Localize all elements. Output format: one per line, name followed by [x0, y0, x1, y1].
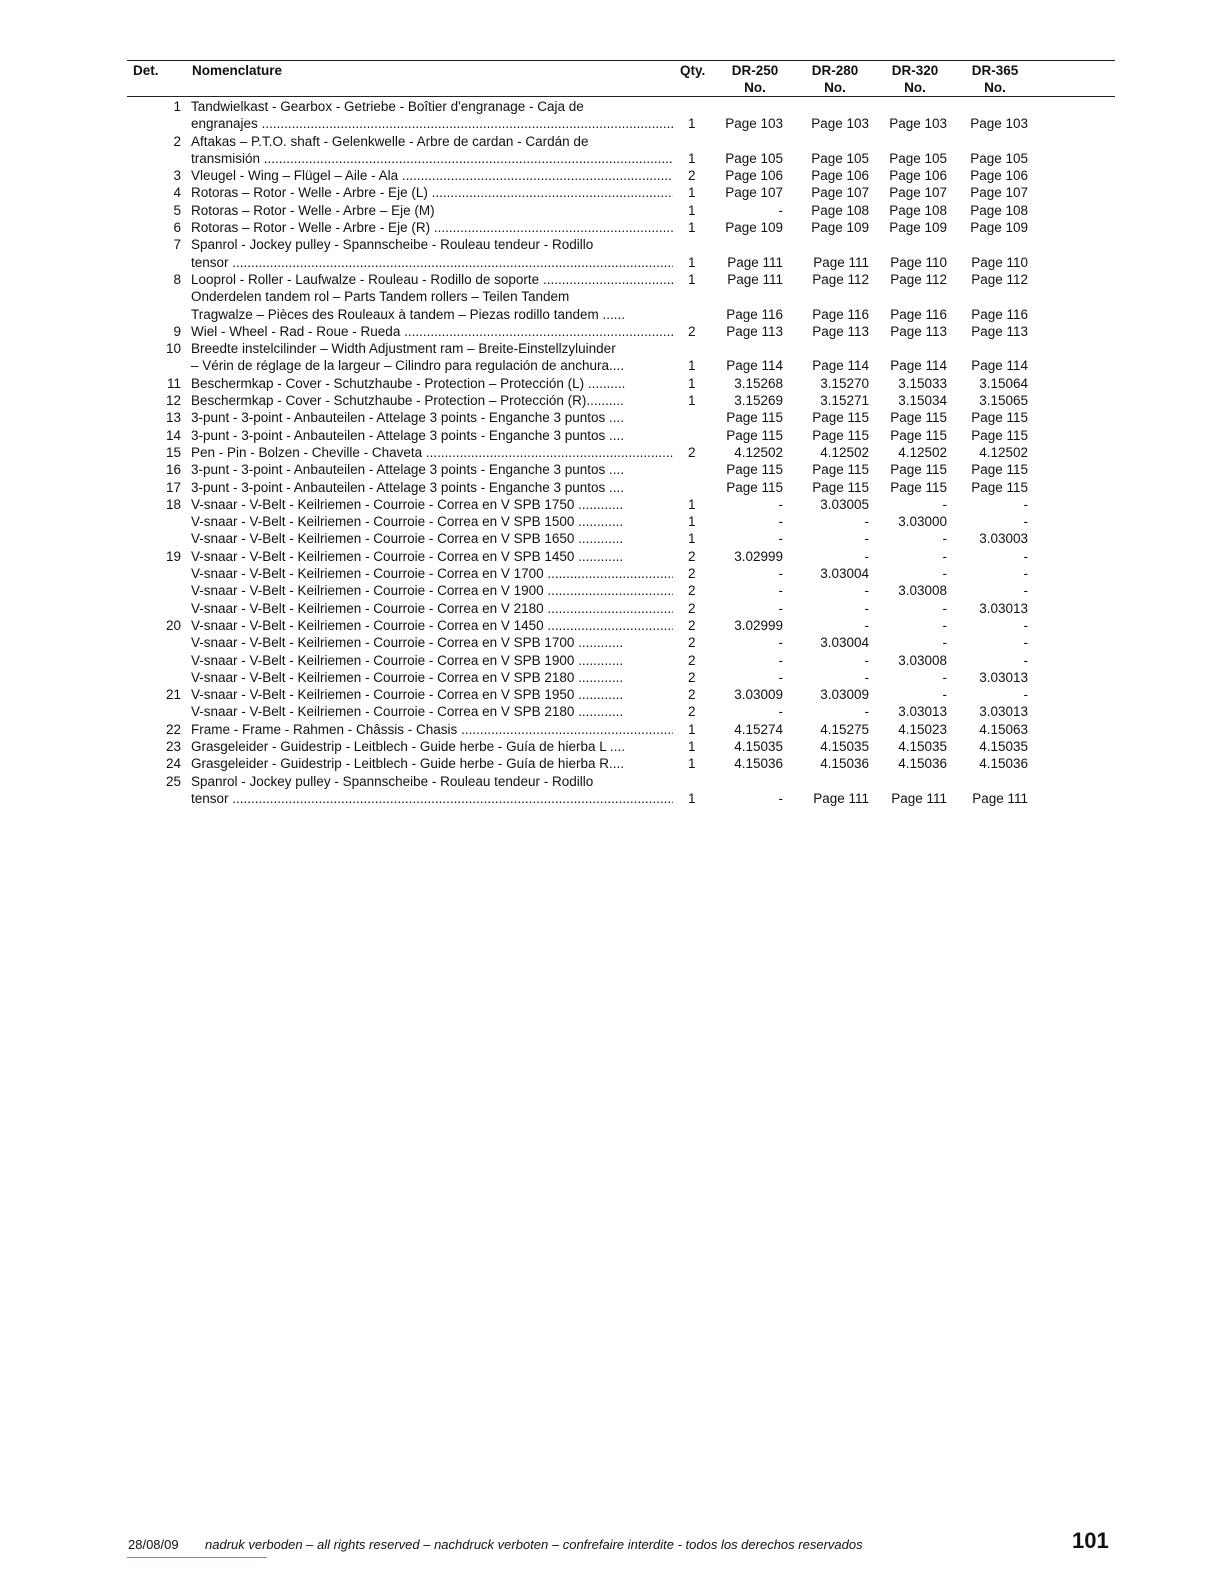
table-row	[127, 461, 1115, 478]
dr365-value: Page 110	[971, 254, 1028, 270]
dr250-value: -	[778, 514, 783, 530]
header-model-dr365	[963, 62, 1027, 96]
dr250-value: Page 109	[725, 220, 783, 236]
dr320-value: Page 114	[890, 358, 947, 374]
part-description: V-snaar - V-Belt - Keilriemen - Courroie - Correa en V SPB 1950 ............	[191, 687, 624, 703]
dr320-value: Page 115	[890, 479, 947, 495]
part-description: Wiel - Wheel - Rad - Roue - Rueda .....	[191, 323, 673, 340]
dr320-value: Page 108	[889, 202, 947, 218]
dr365-value: Page 112	[971, 271, 1028, 287]
detail-number: 8	[173, 271, 181, 287]
part-description: V-snaar - V-Belt - Keilriemen - Courroie - Correa en V 1900 .....	[191, 582, 673, 599]
dr320-value: -	[942, 687, 947, 703]
dr365-value: -	[1023, 514, 1028, 530]
dr280-value: Page 111	[813, 790, 869, 806]
table-row	[127, 773, 1115, 790]
quantity: 2	[688, 600, 696, 616]
part-description: Spanrol - Jockey pulley - Spannscheibe - Rouleau tendeur - Rodillo	[191, 773, 594, 789]
part-description: V-snaar - V-Belt - Keilriemen - Courroie - Correa en V SPB 2180 ............	[191, 704, 624, 720]
part-description: Vleugel - Wing – Flügel – Aile - Ala .....	[191, 167, 673, 184]
quantity: 2	[688, 566, 696, 582]
dr365-value: Page 111	[972, 790, 1028, 806]
part-description: Rotoras – Rotor - Welle - Arbre - Eje (R) .....	[191, 219, 673, 236]
quantity: 2	[688, 687, 696, 703]
dr365-value: Page 115	[971, 427, 1028, 443]
part-description: Tragwalze – Pièces des Rouleaux à tandem – Piezas rodillo tandem ......	[191, 306, 625, 322]
dr250-value: 3.15269	[734, 393, 783, 409]
header-model-name: DR-250	[731, 63, 779, 78]
dr250-value: 4.15036	[734, 756, 783, 772]
part-description: 3-punt - 3-point - Anbauteilen - Attelage 3 points - Enganche 3 puntos ....	[191, 427, 625, 443]
table-row	[127, 530, 1115, 547]
part-description: Onderdelen tandem rol – Parts Tandem rollers – Teilen Tandem	[191, 289, 570, 305]
quantity: 2	[688, 548, 696, 564]
table-row	[127, 755, 1115, 772]
dr250-value: Page 113	[726, 323, 783, 339]
quantity: 2	[688, 323, 696, 339]
table-row	[127, 703, 1115, 720]
detail-number: 10	[165, 341, 181, 357]
dr365-value: 3.15065	[979, 393, 1028, 409]
detail-number: 13	[165, 410, 181, 426]
detail-number: 9	[173, 323, 181, 339]
table-row	[127, 323, 1115, 340]
part-description: Rotoras – Rotor - Welle - Arbre – Eje (M)	[191, 202, 435, 218]
dr320-value: Page 115	[890, 427, 947, 443]
table-row	[127, 548, 1115, 565]
dr250-value: 3.02999	[734, 617, 783, 633]
quantity: 1	[688, 220, 696, 236]
part-description: engranajes .....	[191, 115, 673, 132]
quantity: 2	[688, 652, 696, 668]
dr280-value: -	[864, 652, 869, 668]
dr320-value: 3.15033	[898, 375, 947, 391]
header-model-dr320	[883, 62, 947, 96]
detail-number: 20	[165, 617, 181, 633]
part-description: Spanrol - Jockey pulley - Spannscheibe - Rouleau tendeur - Rodillo	[191, 237, 594, 253]
part-description: Aftakas – P.T.O. shaft - Gelenkwelle - Arbre de cardan - Cardán de	[191, 133, 589, 149]
table-row	[127, 513, 1115, 530]
detail-number: 16	[165, 462, 181, 478]
dr280-value: -	[864, 669, 869, 685]
part-description: Tandwielkast - Gearbox - Getriebe - Boîtier d'engranage - Caja de	[191, 99, 584, 114]
table-row	[127, 721, 1115, 738]
dr250-value: Page 107	[725, 185, 783, 201]
table-row	[127, 686, 1115, 703]
dr280-value: Page 113	[812, 323, 869, 339]
table-row	[127, 288, 1115, 305]
dr320-value: -	[942, 566, 947, 582]
dr320-value: -	[942, 635, 947, 651]
dr320-value: 4.15035	[898, 738, 947, 754]
dr280-value: Page 111	[813, 254, 869, 270]
part-description: 3-punt - 3-point - Anbauteilen - Attelage 3 points - Enganche 3 puntos ....	[191, 410, 625, 426]
part-description: V-snaar - V-Belt - Keilriemen - Courroie - Correa en V SPB 1900 ............	[191, 652, 624, 668]
dr365-value: Page 108	[970, 202, 1028, 218]
dr365-value: Page 114	[971, 358, 1028, 374]
dr320-value: 3.03000	[898, 514, 947, 530]
part-description: Frame - Frame - Rahmen - Châssis - Chasis .....	[191, 721, 673, 738]
detail-number: 6	[173, 220, 181, 236]
table-row	[127, 479, 1115, 496]
table-row	[127, 133, 1115, 150]
table-row	[127, 738, 1115, 755]
dr365-value: 3.03013	[979, 704, 1028, 720]
part-description: Looprol - Roller - Laufwalze - Rouleau - Rodillo de soporte .....	[191, 271, 673, 288]
header-model-sub: No.	[904, 80, 926, 95]
quantity: 2	[688, 635, 696, 651]
table-row	[127, 652, 1115, 669]
part-description: Beschermkap - Cover - Schutzhaube - Protection – Protección (L) ..........	[191, 375, 626, 391]
dr280-value: 3.15270	[820, 375, 869, 391]
table-row	[127, 357, 1115, 374]
dr250-value: -	[778, 635, 783, 651]
dr250-value: Page 115	[726, 427, 783, 443]
dr280-value: -	[864, 514, 869, 530]
dr280-value: 3.03005	[820, 496, 869, 512]
dr250-value: 3.15268	[734, 375, 783, 391]
quantity: 1	[688, 756, 696, 772]
part-description: V-snaar - V-Belt - Keilriemen - Courroie - Correa en V 2180 .....	[191, 600, 673, 617]
dr250-value: Page 111	[727, 254, 783, 270]
dr365-value: -	[1023, 566, 1028, 582]
dr250-value: 3.03009	[734, 687, 783, 703]
detail-number: 12	[165, 393, 181, 409]
quantity: 2	[688, 617, 696, 633]
dr250-value: Page 115	[726, 410, 783, 426]
table-row	[127, 150, 1115, 167]
part-description: Breedte instelcilinder – Width Adjustment ram – Breite-Einstellzyluinder	[191, 341, 616, 357]
dr250-value: Page 111	[727, 271, 783, 287]
dr320-value: 3.03008	[898, 652, 947, 668]
quantity: 2	[688, 704, 696, 720]
header-model-dr250	[723, 62, 787, 96]
dr365-value: Page 115	[971, 410, 1028, 426]
dr250-value: -	[778, 652, 783, 668]
quantity: 1	[688, 202, 696, 218]
dr365-value: -	[1023, 652, 1028, 668]
detail-number: 17	[165, 479, 181, 495]
dr320-value: 3.03008	[898, 583, 947, 599]
dr280-value: Page 115	[812, 462, 869, 478]
quantity: 1	[688, 271, 696, 287]
dr280-value: Page 112	[812, 271, 869, 287]
dr250-value: Page 106	[725, 168, 783, 184]
header-model-name: DR-320	[891, 63, 939, 78]
part-description: V-snaar - V-Belt - Keilriemen - Courroie - Correa en V SPB 1500 ............	[191, 514, 624, 530]
table-row	[127, 184, 1115, 201]
dr280-value: 4.15035	[820, 738, 869, 754]
detail-number: 19	[165, 548, 181, 564]
dr320-value: -	[942, 496, 947, 512]
part-description: V-snaar - V-Belt - Keilriemen - Courroie - Correa en V 1450 .....	[191, 617, 673, 634]
dr365-value: 3.03013	[979, 669, 1028, 685]
dr320-value: Page 103	[889, 116, 947, 132]
dr320-value: Page 115	[890, 410, 947, 426]
table-row	[127, 582, 1115, 599]
dr250-value: -	[778, 583, 783, 599]
header-rule-bottom	[127, 96, 1115, 97]
table-row	[127, 496, 1115, 513]
dr320-value: Page 106	[889, 168, 947, 184]
dr250-value: -	[778, 496, 783, 512]
dr320-value: Page 105	[889, 150, 947, 166]
dr320-value: Page 115	[890, 462, 947, 478]
quantity: 1	[688, 185, 696, 201]
dr250-value: -	[778, 531, 783, 547]
quantity: 2	[688, 583, 696, 599]
detail-number: 3	[173, 168, 181, 184]
dr365-value: 4.15035	[979, 738, 1028, 754]
dr250-value: -	[778, 202, 783, 218]
detail-number: 23	[165, 738, 181, 754]
detail-number: 24	[165, 756, 181, 772]
dr365-value: Page 116	[971, 306, 1028, 322]
table-row	[127, 669, 1115, 686]
dr320-value: Page 113	[890, 323, 947, 339]
table-row	[127, 219, 1115, 236]
detail-number: 11	[166, 375, 181, 391]
table-row	[127, 202, 1115, 219]
part-description: Pen - Pin - Bolzen - Cheville - Chaveta .....	[191, 444, 673, 461]
dr365-value: 3.03013	[979, 600, 1028, 616]
header-model-name: DR-365	[971, 63, 1019, 78]
table-row	[127, 790, 1115, 807]
detail-number: 18	[165, 496, 181, 512]
dr365-value: 3.03003	[979, 531, 1028, 547]
dr365-value: -	[1023, 635, 1028, 651]
dr280-value: Page 116	[812, 306, 869, 322]
header-rule-top	[127, 60, 1115, 61]
dr365-value: Page 115	[971, 479, 1028, 495]
dr365-value: Page 109	[970, 220, 1028, 236]
dr280-value: 3.15271	[820, 393, 869, 409]
dr250-value: 4.15035	[734, 738, 783, 754]
dr250-value: 4.12502	[734, 444, 783, 460]
detail-number: 7	[173, 237, 181, 253]
dr250-value: Page 115	[726, 479, 783, 495]
dr280-value: -	[864, 704, 869, 720]
part-description: tensor .....	[191, 790, 673, 807]
quantity: 1	[688, 375, 696, 391]
dr280-value: -	[864, 583, 869, 599]
detail-number: 15	[165, 444, 181, 460]
dr365-value: -	[1023, 548, 1028, 564]
dr320-value: Page 112	[890, 271, 947, 287]
dr365-value: Page 113	[971, 323, 1028, 339]
table-row	[127, 617, 1115, 634]
dr250-value: 3.02999	[734, 548, 783, 564]
table-row	[127, 115, 1115, 132]
header-model-sub: No.	[824, 80, 846, 95]
dr280-value: -	[864, 531, 869, 547]
dr250-value: Page 116	[726, 306, 783, 322]
quantity: 2	[688, 444, 696, 460]
dr280-value: 4.15275	[820, 721, 869, 737]
dr280-value: -	[864, 617, 869, 633]
detail-number: 21	[165, 687, 181, 703]
dr320-value: 4.15036	[898, 756, 947, 772]
dr280-value: Page 115	[812, 479, 869, 495]
dr280-value: -	[864, 600, 869, 616]
dr365-value: Page 103	[970, 116, 1028, 132]
quantity: 1	[688, 393, 696, 409]
dr320-value: -	[942, 600, 947, 616]
part-description: V-snaar - V-Belt - Keilriemen - Courroie - Correa en V SPB 1750 ............	[191, 496, 624, 512]
dr365-value: Page 115	[971, 462, 1028, 478]
dr320-value: -	[942, 531, 947, 547]
dr280-value: Page 108	[811, 202, 869, 218]
table-row	[127, 375, 1115, 392]
dr280-value: 3.03009	[820, 687, 869, 703]
quantity: 1	[688, 358, 696, 374]
part-description: V-snaar - V-Belt - Keilriemen - Courroie - Correa en V SPB 2180 ............	[191, 669, 624, 685]
detail-number: 4	[173, 185, 181, 201]
dr365-value: -	[1023, 687, 1028, 703]
part-description: Grasgeleider - Guidestrip - Leitblech - Guide herbe - Guía de hierba L ....	[191, 738, 625, 754]
table-row	[127, 236, 1115, 253]
part-description: V-snaar - V-Belt - Keilriemen - Courroie - Correa en V 1700 .....	[191, 565, 673, 582]
dr280-value: Page 109	[811, 220, 869, 236]
detail-number: 1	[173, 99, 181, 114]
dr320-value: 4.15023	[898, 721, 947, 737]
dr280-value: Page 107	[811, 185, 869, 201]
dr320-value: Page 116	[890, 306, 947, 322]
dr250-value: -	[778, 790, 783, 806]
dr365-value: -	[1023, 617, 1028, 633]
quantity: 2	[688, 168, 696, 184]
dr250-value: -	[778, 669, 783, 685]
dr365-value: 4.15036	[979, 756, 1028, 772]
table-row	[127, 565, 1115, 582]
header-model-sub: No.	[744, 80, 766, 95]
dr280-value: 3.03004	[820, 635, 869, 651]
dr320-value: Page 111	[891, 790, 947, 806]
dr365-value: Page 107	[970, 185, 1028, 201]
part-description: 3-punt - 3-point - Anbauteilen - Attelage 3 points - Enganche 3 puntos ....	[191, 462, 625, 478]
dr320-value: Page 109	[889, 220, 947, 236]
dr365-value: Page 106	[970, 168, 1028, 184]
part-description: V-snaar - V-Belt - Keilriemen - Courroie - Correa en V SPB 1650 ............	[191, 531, 624, 547]
part-description: V-snaar - V-Belt - Keilriemen - Courroie - Correa en V SPB 1700 ............	[191, 635, 624, 651]
part-description: V-snaar - V-Belt - Keilriemen - Courroie - Correa en V SPB 1450 ............	[191, 548, 624, 564]
part-description: Rotoras – Rotor - Welle - Arbre - Eje (L) .....	[191, 184, 673, 201]
table-row	[127, 634, 1115, 651]
dr365-value: 4.15063	[979, 721, 1028, 737]
dr280-value: Page 115	[812, 427, 869, 443]
table-row	[127, 254, 1115, 271]
table-row	[127, 600, 1115, 617]
dr280-value: Page 115	[812, 410, 869, 426]
dr280-value: 4.12502	[820, 444, 869, 460]
detail-number: 25	[165, 773, 181, 789]
dr280-value: Page 114	[812, 358, 869, 374]
part-description: Beschermkap - Cover - Schutzhaube - Protection – Protección (R)..........	[191, 393, 624, 409]
quantity: 1	[688, 531, 696, 547]
dr250-value: Page 103	[725, 116, 783, 132]
table-row	[127, 306, 1115, 323]
dr320-value: Page 107	[889, 185, 947, 201]
dr280-value: 4.15036	[820, 756, 869, 772]
detail-number: 5	[173, 202, 181, 218]
part-description: Grasgeleider - Guidestrip - Leitblech - Guide herbe - Guía de hierba R....	[191, 756, 624, 772]
dr365-value: Page 105	[970, 150, 1028, 166]
footer-copyright-notice: nadruk verboden – all rights reserved – nachdruck verboten – confrefaire interdite - todos los derechos reservados	[205, 1537, 863, 1552]
header-nomenclature: Nomenclature	[192, 63, 283, 78]
dr280-value: Page 105	[811, 150, 869, 166]
quantity: 1	[688, 721, 696, 737]
table-row	[127, 271, 1115, 288]
dr320-value: -	[942, 617, 947, 633]
part-description: transmisión .....	[191, 150, 673, 167]
table-row	[127, 427, 1115, 444]
quantity: 1	[688, 116, 696, 132]
table-row	[127, 409, 1115, 426]
dr320-value: -	[942, 669, 947, 685]
table-row	[127, 167, 1115, 184]
header-model-name: DR-280	[811, 63, 859, 78]
part-description: 3-punt - 3-point - Anbauteilen - Attelage 3 points - Enganche 3 puntos ....	[191, 479, 625, 495]
quantity: 1	[688, 496, 696, 512]
dr365-value: 4.12502	[979, 444, 1028, 460]
header-qty: Qty.	[680, 63, 706, 78]
dr280-value: Page 106	[811, 168, 869, 184]
detail-number: 2	[173, 133, 181, 149]
dr320-value: 4.12502	[898, 444, 947, 460]
dr320-value: Page 110	[890, 254, 947, 270]
detail-number: 14	[165, 427, 181, 443]
quantity: 1	[688, 514, 696, 530]
quantity: 1	[688, 254, 696, 270]
page-number: 101	[1072, 1528, 1109, 1553]
dr280-value: -	[864, 548, 869, 564]
part-description: tensor .....	[191, 254, 673, 271]
parts-rows	[127, 98, 1115, 807]
table-row	[127, 340, 1115, 357]
dr320-value: 3.15034	[898, 393, 947, 409]
dr250-value: Page 115	[726, 462, 783, 478]
footer-date: 28/08/09	[128, 1537, 179, 1552]
dr365-value: -	[1023, 583, 1028, 599]
header-model-dr280	[803, 62, 867, 96]
quantity: 1	[688, 150, 696, 166]
table-row	[127, 392, 1115, 409]
dr250-value: -	[778, 600, 783, 616]
dr320-value: 3.03013	[898, 704, 947, 720]
dr280-value: Page 103	[811, 116, 869, 132]
dr250-value: Page 114	[726, 358, 783, 374]
footer-rule	[127, 1557, 267, 1558]
table-row	[127, 98, 1115, 115]
quantity: 1	[688, 790, 696, 806]
dr250-value: -	[778, 704, 783, 720]
header-det: Det.	[133, 63, 159, 78]
dr280-value: 3.03004	[820, 566, 869, 582]
dr250-value: Page 105	[725, 150, 783, 166]
quantity: 1	[688, 738, 696, 754]
header-model-sub: No.	[984, 80, 1006, 95]
dr250-value: -	[778, 566, 783, 582]
dr365-value: 3.15064	[979, 375, 1028, 391]
detail-number: 22	[165, 721, 181, 737]
table-row	[127, 444, 1115, 461]
part-description: – Vérin de réglage de la largeur – Cilindro para regulación de anchura....	[191, 358, 625, 374]
dr365-value: -	[1023, 496, 1028, 512]
dr250-value: 4.15274	[734, 721, 783, 737]
dr320-value: -	[942, 548, 947, 564]
quantity: 2	[688, 669, 696, 685]
